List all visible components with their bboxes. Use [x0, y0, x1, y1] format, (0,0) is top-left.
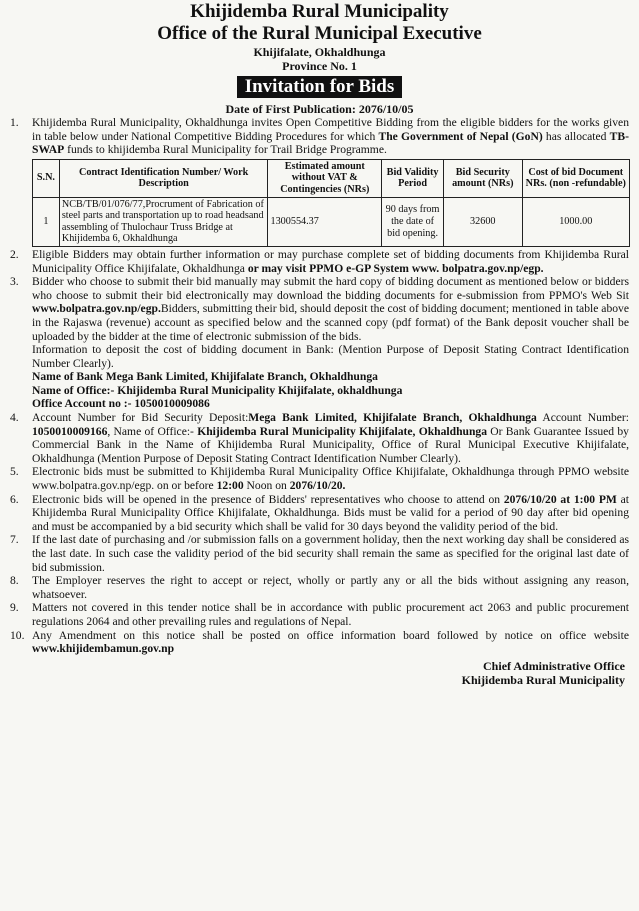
text-segment: Khijidemba Rural Municipality, Okhaldhunga invites Open Competitive Bidding from the eligible bidders for the works given in table below under National Competitive Bidding Procedures for which — [32, 116, 629, 143]
text-segment: Electronic bids must be submitted to Khijidemba Rural Municipality Office Khijifalate, Okhaldhunga through PPMO website www.bolpatra.gov.np/egp. on or before — [32, 465, 629, 493]
deposit-bank: Name of Bank Mega Bank Limited, Khijifalate Branch, Okhaldhunga — [32, 370, 378, 384]
cell-description: NCB/TB/01/076/77,Procrument of Fabrication of steel parts and transportation up to road headsand assembling of Thulochaur Truss Bridge at Khijidemba 6, Okhaldhunga — [59, 197, 268, 246]
text-segment: Account Number for Bid Security Deposit: — [32, 411, 249, 425]
deposit-office: Name of Office:- Khijidemba Rural Municipality Khijifalate, okhaldhunga — [32, 383, 403, 397]
deposit-account: Office Account no :- 1050010009086 — [32, 397, 210, 411]
publication-date: Date of First Publication: 2076/10/05 — [225, 102, 414, 116]
text-bold-segment: The Government of Nepal (GoN) — [378, 129, 543, 143]
notice-item-3 — [10, 275, 629, 343]
text-segment: has allocated — [542, 129, 610, 143]
text-segment: at Khijidemba Rural Municipality Office Khijifalate, Okhaldhunga. Bids must be valid for a period of 90 day after bid opening and must be accompanied by a bid security which shall be valid for 30 days beyond the validity period of the bid. — [32, 492, 629, 533]
text-bold-segment: 12:00 — [216, 479, 244, 493]
cell-sn: 1 — [33, 197, 60, 246]
cell-validity: 90 days from the date of bid opening. — [382, 197, 444, 246]
municipality-title: Khijidemba Rural Municipality — [190, 1, 449, 22]
cell-estimate: 1300554.37 — [268, 197, 382, 246]
item-number: 5. — [10, 465, 19, 479]
banner-wrapper — [10, 76, 629, 98]
text-bold-segment: 1050010009166 — [32, 424, 108, 438]
column-header: S.N. — [33, 159, 60, 197]
text-bold-segment: or may visit PPMO e-GP System www. bolpatra.gov.np/egp. — [247, 261, 544, 275]
text-segment: Bidders, submitting their bid, should deposit the cost of bidding document; mentioned in table above in the Rajaswa (revenue) account as specified below and the scanned copy (pdf format) of the Bank deposit voucher shall be uploaded by the bidder at the time of electronic submission of the bids. — [32, 302, 629, 343]
notice-item-6 — [10, 493, 629, 534]
notice-item-7 — [10, 533, 629, 574]
item-number: 6. — [10, 492, 19, 506]
location-line: Khijifalate, Okhaldhunga — [253, 45, 386, 59]
item-text — [32, 465, 629, 492]
item-text: Matters not covered in this tender notice shall be in accordance with public procurement act 2063 and public procurement regulations 2064 and other prevailing rules and regulations of Nepal. — [32, 601, 629, 628]
item-number: 3. — [10, 275, 19, 289]
column-header: Bid Security amount (NRs) — [444, 159, 522, 197]
bids-table — [32, 159, 630, 247]
item-number: 7. — [10, 533, 19, 547]
text-bold-segment: TB-SWAP — [32, 129, 629, 157]
item-number: 2. — [10, 247, 19, 261]
item-text — [32, 411, 629, 465]
item-text: The Employer reserves the right to accept or reject, wholly or partly any or all the bids without assigning any reason, whatsoever. — [32, 574, 629, 601]
notice-item-8 — [10, 574, 629, 601]
column-header: Estimated amount without VAT & Contingencies (NRs) — [268, 159, 382, 197]
text-bold-segment: 2076/10/20. — [289, 479, 346, 493]
notice-item-10 — [10, 629, 629, 656]
item-number: 1. — [10, 116, 19, 129]
text-segment: Bidder who choose to submit their bid manually may submit the hard copy of bidding document as mentioned below or bidders who choose to submit their bid electronically may download the bidding documents for e-submission from PPMO's Web Sit — [32, 275, 629, 302]
column-header: Cost of bid Document NRs. (non -refundable) — [522, 159, 629, 197]
item-text: If the last date of purchasing and /or submission falls on a government holiday, then the next working day shall be considered as the last date. In such case the validity period of the bid security shall remain the same as specified for the original last date of bid submission. — [32, 533, 629, 574]
office-title: Office of the Rural Municipal Executive — [157, 23, 482, 44]
column-header: Contract Identification Number/ Work Description — [59, 159, 268, 197]
text-segment: Or Bank Guarantee Issued by Commercial Bank in the Name of Khijidemba Rural Municipality, Office of Rural Municipal Executive Khijifalate, Okhaldhunga (Mention Purpose of Deposit Stating Contract Identification Number Clearly). — [32, 424, 629, 465]
column-header: Bid Validity Period — [382, 159, 444, 197]
text-segment: , Name of Office:- — [107, 424, 198, 438]
notice-item-4 — [10, 411, 629, 465]
text-bold-segment: Khijidemba Rural Municipality Khijifalate, Okhaldhunga — [197, 424, 488, 438]
item-number: 8. — [10, 574, 19, 588]
signoff-title: Chief Administrative Office — [483, 658, 625, 673]
text-bold-segment: www.bolpatra.gov.np/egp. — [32, 302, 161, 316]
invitation-banner: Invitation for Bids — [237, 76, 403, 98]
text-bold-segment: 2076/10/20 at 1:00 PM — [503, 492, 617, 506]
item-text — [32, 275, 629, 343]
website-link[interactable]: www.khijidembamun.gov.np — [32, 642, 175, 656]
cell-cost: 1000.00 — [522, 197, 629, 246]
text-segment: Noon on — [243, 479, 290, 493]
item-text — [32, 116, 629, 157]
notice-item-2 — [10, 248, 629, 275]
item-number: 4. — [10, 411, 19, 425]
item-text — [32, 629, 629, 656]
text-segment: Any Amendment on this notice shall be posted on office information board followed by notice on office website — [32, 628, 629, 642]
text-segment: Electronic bids will be opened in the presence of Bidders' representatives who choose to attend on — [32, 492, 504, 506]
cell-security: 32600 — [444, 197, 522, 246]
notice-item-5 — [10, 465, 629, 492]
province-line: Province No. 1 — [282, 59, 357, 73]
text-segment: funds to khijidemba Rural Municipality for Trail Bridge Programme. — [64, 143, 387, 157]
text-segment: Account Number: — [536, 411, 629, 425]
deposit-intro: Information to deposit the cost of bidding document in Bank: (Mention Purpose of Deposit Stating Contract Identification Number Clearly). — [32, 343, 629, 370]
item-number: 10. — [10, 628, 25, 642]
signoff-organization: Khijidemba Rural Municipality — [461, 672, 625, 687]
item-text — [32, 493, 629, 534]
notice-item-1 — [10, 116, 629, 157]
text-bold-segment: Mega Bank Limited, Khijifalate Branch, Okhaldhunga — [248, 411, 537, 425]
table-row — [33, 197, 630, 246]
signoff-block — [10, 659, 629, 687]
item-number: 9. — [10, 601, 19, 615]
text-segment: Eligible Bidders may obtain further information or may purchase complete set of bidding documents from Khijidemba Rural Municipality Office Khijifalate, Okhaldhunga — [32, 247, 629, 275]
notice-item-9 — [10, 601, 629, 628]
notice-page — [0, 1, 639, 911]
item-text — [32, 248, 629, 275]
table-header-row — [33, 159, 630, 197]
